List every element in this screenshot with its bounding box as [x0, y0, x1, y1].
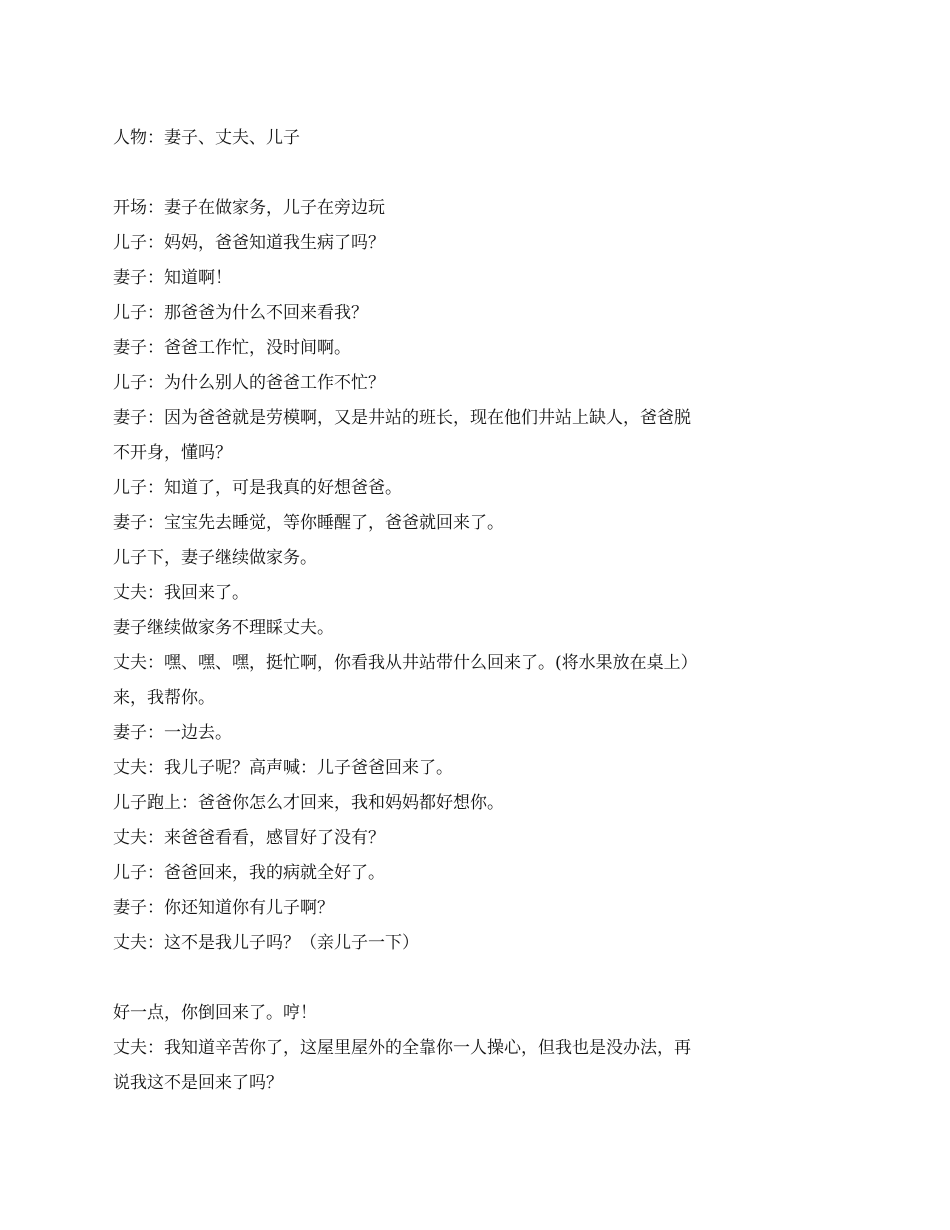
text-line: 妻子继续做家务不理睬丈夫。	[113, 618, 334, 638]
text-line: 不开身，懂吗？	[113, 443, 232, 463]
text-line: 妻子：知道啊！	[113, 268, 232, 288]
text-line: 儿子：妈妈，爸爸知道我生病了吗？	[113, 233, 385, 253]
text-line: 丈夫：嘿、嘿、嘿，挺忙啊，你看我从井站带什么回来了。(将水果放在桌上）	[113, 653, 698, 673]
text-line: 丈夫：我回来了。	[113, 583, 249, 603]
text-line: 妻子：爸爸工作忙，没时间啊。	[113, 338, 351, 358]
text-line: 说我这不是回来了吗？	[113, 1073, 283, 1093]
text-line: 开场：妻子在做家务，儿子在旁边玩	[113, 198, 385, 218]
text-line: 好一点，你倒回来了。哼！	[113, 1003, 317, 1023]
blank-line	[113, 961, 773, 996]
text-line: 丈夫：这不是我儿子吗？（亲儿子一下）	[113, 933, 419, 953]
text-line: 儿子下，妻子继续做家务。	[113, 548, 317, 568]
text-line: 丈夫：我儿子呢？高声喊：儿子爸爸回来了。	[113, 758, 453, 778]
text-line: 儿子：知道了，可是我真的好想爸爸。	[113, 478, 402, 498]
text-line: 儿子：为什么别人的爸爸工作不忙？	[113, 373, 385, 393]
text-line: 儿子：爸爸回来，我的病就全好了。	[113, 863, 385, 883]
text-line: 儿子：那爸爸为什么不回来看我？	[113, 303, 368, 323]
text-line: 妻子：一边去。	[113, 723, 232, 743]
text-line: 妻子：宝宝先去睡觉，等你睡醒了，爸爸就回来了。	[113, 513, 504, 533]
blank-line	[113, 156, 773, 191]
text-line: 丈夫：来爸爸看看，感冒好了没有？	[113, 828, 385, 848]
text-line: 妻子：因为爸爸就是劳模啊，又是井站的班长，现在他们井站上缺人，爸爸脱	[113, 408, 691, 428]
text-line: 丈夫：我知道辛苦你了，这屋里屋外的全靠你一人操心，但我也是没办法，再	[113, 1038, 691, 1058]
script-text	[113, 121, 773, 1101]
text-line: 妻子：你还知道你有儿子啊？	[113, 898, 334, 918]
text-line: 人物：妻子、丈夫、儿子	[113, 128, 300, 148]
text-line: 来，我帮你。	[113, 688, 215, 708]
text-line: 儿子跑上：爸爸你怎么才回来，我和妈妈都好想你。	[113, 793, 504, 813]
